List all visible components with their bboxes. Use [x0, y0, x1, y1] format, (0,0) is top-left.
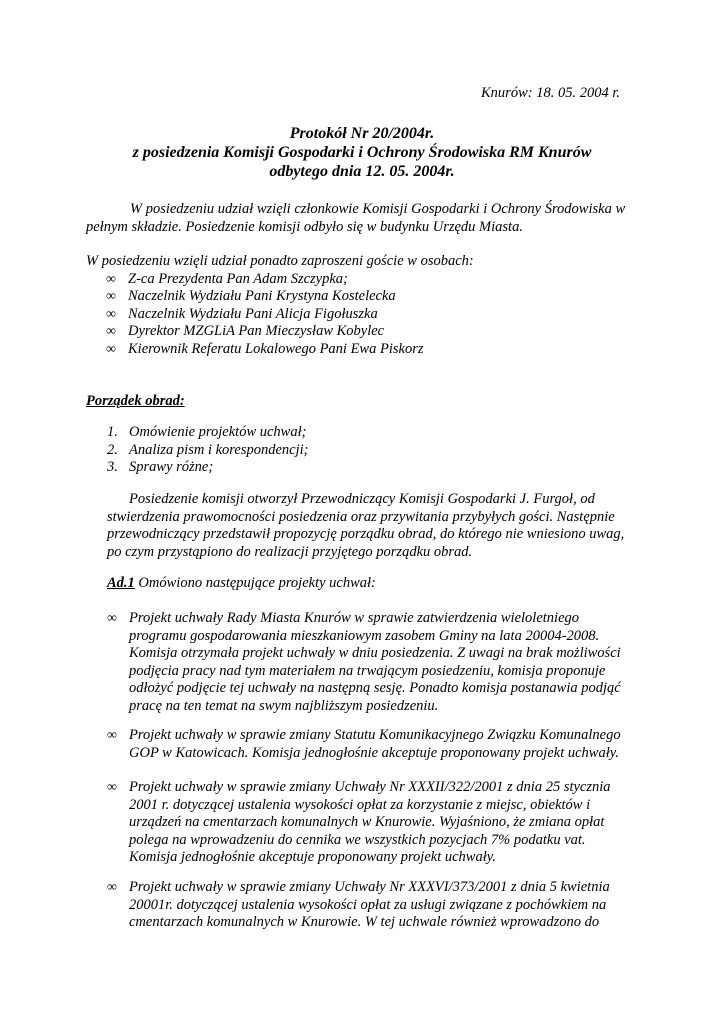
opening-line-2: stwierdzenia prawomocności posiedzenia oraz przywitania przybyłych gości. Następnie: [107, 508, 615, 525]
infinity-bullet-icon: ∞: [106, 324, 116, 339]
infinity-bullet-icon: ∞: [106, 289, 116, 304]
opening-line-1: Posiedzenie komisji otworzył Przewodniczący Komisji Gospodarki J. Furgoł, od: [129, 491, 595, 507]
document-date: Knurów: 18. 05. 2004 r.: [481, 85, 620, 101]
infinity-bullet-icon: ∞: [106, 306, 116, 322]
intro-paragraph: [86, 201, 625, 236]
intro-line-2: pełnym składzie. Posiedzenie komisji odbyło się w budynku Urzędu Miasta.: [86, 218, 523, 235]
list-item: ∞ Kierownik Referatu Lokalowego Pani Ewa Piskorz: [106, 340, 424, 357]
infinity-bullet-icon: ∞: [106, 341, 116, 357]
title-line-3: odbytego dnia 12. 05. 2004r.: [269, 163, 455, 180]
infinity-bullet-icon: ∞: [107, 728, 117, 743]
infinity-bullet-icon: ∞: [106, 271, 116, 287]
guests-list: [86, 271, 474, 359]
opening-line-3: przewodniczący przedstawił propozycję porządku obrad, do którego nie wniesiono uwag,: [107, 526, 625, 542]
opening-line-4: po czym przystąpiono do realizacji przyjętego porządku obrad.: [107, 543, 473, 560]
agenda-heading: Porządek obrad:: [86, 393, 185, 409]
opening-paragraph: [107, 491, 624, 561]
project-item-4: ∞ Projekt uchwały w sprawie zmiany Uchwały Nr XXXVI/373/2001 z dnia 5 kwietnia 20001r. dotyczącej ustalenia wysokości opłat za usługi związane z pochówkiem na cmentarzach komunalnych w Knurowie. W tej uchwale również wprowadzono do: [107, 879, 610, 930]
list-item: 2. Analiza pism i korespondencji;: [107, 441, 309, 458]
infinity-bullet-icon: ∞: [107, 880, 117, 895]
list-item: ∞ Naczelnik Wydziału Pani Alicja Figołuszka: [106, 305, 378, 322]
list-item: ∞ Z-ca Prezydenta Pan Adam Szczypka;: [106, 270, 348, 287]
project-item-1: ∞ Projekt uchwały Rady Miasta Knurów w sprawie zatwierdzenia wieloletniego programu gospodarowania mieszkaniowym zasobem Gminy na lata 20004-2008. Komisja otrzymała projekt uchwały w dniu posiedzenia. Z uwagi na brak możliwości podjęcia pracy nad tym materiałem na trwającym posiedzeniu, komisja proponuje odłożyć podjęcie tej uchwały na następną sesję. Ponadto komisja postanawia podjąć pracę na ten temat na swym najbliższym posiedzeniu.: [107, 610, 621, 714]
title-line-2: z posiedzenia Komisji Gospodarki i Ochrony Środowiska RM Knurów: [132, 144, 592, 161]
list-item: ∞ Naczelnik Wydziału Pani Krystyna Kostelecka: [106, 288, 396, 304]
intro-line-1: W posiedzeniu udział wzięli członkowie Komisji Gospodarki i Ochrony Środowiska w: [130, 201, 626, 217]
infinity-bullet-icon: ∞: [107, 780, 117, 795]
list-item: ∞ Dyrektor MZGLiA Pan Mieczysław Kobylec: [106, 323, 385, 339]
list-item: 3. Sprawy różne;: [107, 459, 214, 475]
guests-section: [86, 253, 474, 358]
list-item: 1. Omówienie projektów uchwał;: [107, 424, 307, 440]
guests-heading: W posiedzeniu wzięli udział ponadto zaproszeni goście w osobach:: [86, 253, 474, 269]
infinity-bullet-icon: ∞: [107, 611, 117, 626]
ad1-text: Omówiono następujące projekty uchwał:: [134, 575, 376, 591]
ad1-line: [107, 575, 376, 593]
project-item-2: ∞ Projekt uchwały w sprawie zmiany Statutu Komunikacyjnego Związku Komunalnego GOP w Katowicach. Komisja jednogłośnie akceptuje proponowany projekt uchwały.: [107, 727, 621, 761]
project-item-3: ∞ Projekt uchwały w sprawie zmiany Uchwały Nr XXXII/322/2001 z dnia 25 stycznia 2001 r. dotyczącej ustalenia wysokości opłat za korzystanie z miejsc, obiektów i urządzeń na cmentarzach komunalnych w Knurowie. Wyjaśniono, że zmiana opłat polega na wprowadzeniu do cennika we wszystkich pozycjach 7% podatku vat. Komisja jednogłośnie akceptuje proponowany projekt uchwały.: [107, 779, 611, 865]
agenda-list: [107, 424, 308, 477]
ad1-label: Ad.1: [107, 575, 135, 591]
title-line-1: Protokół Nr 20/2004r.: [289, 125, 435, 142]
